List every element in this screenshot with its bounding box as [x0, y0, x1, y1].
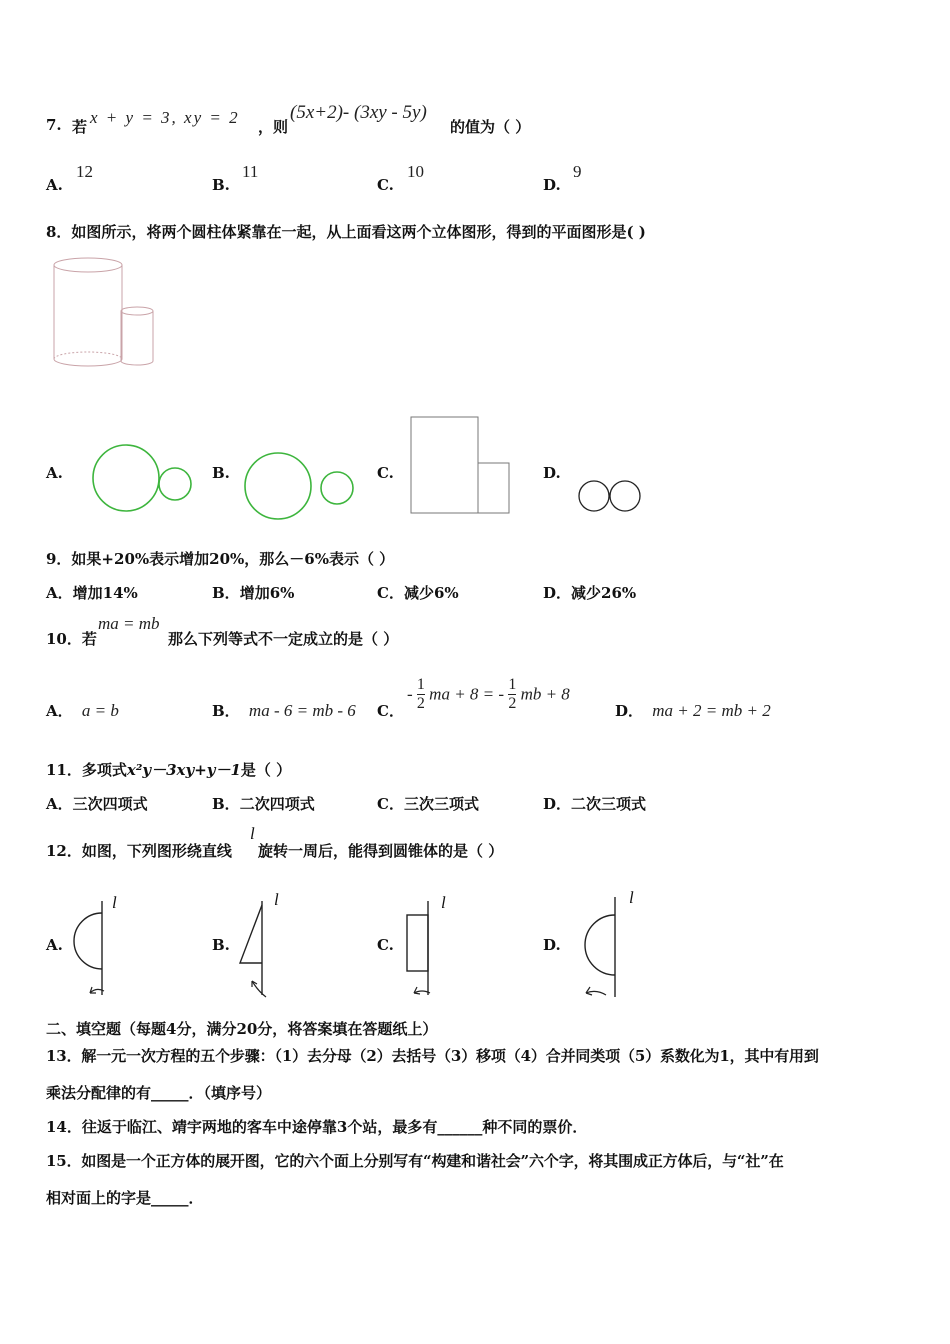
- q9-option-b-label: B．: [212, 584, 240, 602]
- two-cylinders-figure: [50, 255, 160, 370]
- q7-option-b-value: 11: [242, 162, 259, 181]
- q9-option-c-label: C．: [377, 584, 404, 602]
- q10-c-fraction-1: [417, 676, 425, 713]
- q11-suffix: 是（ ）: [240, 761, 292, 779]
- q9-option-d-text: 减少26%: [571, 584, 637, 602]
- q11-option-c-text: 三次三项式: [403, 795, 479, 813]
- q11-option-d[interactable]: [543, 793, 646, 814]
- q13-line-2: 乘法分配律的有_____．（填序号）: [46, 1084, 272, 1102]
- q7-expression: (5x+2)- (3xy - 5y): [290, 102, 427, 123]
- q10-c-den2: 2: [508, 695, 517, 712]
- q11-option-a-text: 三次四项式: [72, 795, 148, 813]
- q11-option-c[interactable]: [377, 793, 479, 814]
- q8-text: 8．如图所示，将两个圆柱体紧靠在一起，从上面看这两个立体图形，得到的平面图形是( ): [46, 223, 646, 241]
- q10-c-den1: 2: [416, 695, 425, 712]
- q13-line-1: 13．解一元一次方程的五个步骤：（1）去分母（2）去括号（3）移项（4）合并同类项（5）系数化为1，其中有用到: [46, 1047, 819, 1065]
- q7-option-c-label: C.: [377, 176, 394, 194]
- q10-suffix: 那么下列等式不一定成立的是（ ）: [168, 630, 399, 648]
- q7-option-b-label: B.: [212, 176, 230, 194]
- q9-option-c[interactable]: [377, 582, 459, 603]
- q10-c-num1: 1: [416, 676, 425, 693]
- q9-option-a[interactable]: [46, 582, 138, 603]
- q12-option-d-figure[interactable]: [566, 893, 636, 1003]
- q10-number: 10．若: [46, 630, 97, 648]
- q11-option-d-text: 二次三项式: [571, 795, 647, 813]
- q9-option-c-text: 减少6%: [403, 584, 459, 602]
- q8-option-d-label[interactable]: D.: [543, 464, 561, 482]
- q12-suffix: 旋转一周后，能得到圆锥体的是（ ）: [258, 842, 504, 860]
- q8-option-b-label[interactable]: B.: [212, 464, 230, 482]
- q12-option-a-label[interactable]: A.: [46, 936, 63, 954]
- q10-option-c-label: C．: [377, 702, 404, 720]
- q7-suffix: 的值为（ ）: [450, 118, 531, 136]
- q10-option-a-label: A．: [46, 702, 73, 720]
- q8-option-b-figure[interactable]: [242, 450, 362, 524]
- q10-option-b[interactable]: [212, 700, 356, 721]
- q10-option-a-math: a = b: [81, 701, 119, 720]
- q15-line-2: 相对面上的字是_____．: [46, 1189, 204, 1207]
- q7-option-a-label: A.: [46, 176, 63, 194]
- q10-c-middle: ma + 8 = -: [429, 684, 505, 704]
- q7-option-d-label: D.: [543, 176, 561, 194]
- q12-option-d-label[interactable]: D.: [543, 936, 561, 954]
- q12-option-c-figure[interactable]: [400, 895, 460, 1003]
- q10-c-post: mb + 8: [520, 684, 570, 704]
- q10-c-num2: 1: [508, 676, 517, 693]
- q10-c-minus: -: [407, 684, 413, 704]
- q12-option-c-axis-label: l: [441, 893, 446, 912]
- q10-option-d[interactable]: [615, 700, 771, 721]
- q10-option-b-math: ma - 6 = mb - 6: [248, 701, 356, 720]
- q12-option-b-label[interactable]: B.: [212, 936, 230, 954]
- q9-option-a-label: A．: [46, 584, 73, 602]
- q11-option-a[interactable]: [46, 793, 148, 814]
- q12-line-symbol: l: [250, 824, 255, 843]
- q12-prefix: 12．如图，下列图形绕直线: [46, 842, 232, 860]
- q12-option-c-label[interactable]: C.: [377, 936, 394, 954]
- q10-option-b-label: B．: [212, 702, 240, 720]
- q10-condition: ma = mb: [98, 614, 160, 633]
- q8-option-a-figure[interactable]: [90, 442, 200, 516]
- q8-option-c-figure[interactable]: [408, 414, 512, 516]
- q7-number: 7.: [46, 116, 62, 134]
- q11-line: [46, 759, 291, 780]
- q14-text: 14．往返于临江、靖宇两地的客车中途停靠3个站，最多有______种不同的票价．: [46, 1118, 588, 1136]
- q11-option-a-label: A．: [46, 795, 73, 813]
- q8-option-c-label[interactable]: C.: [377, 464, 394, 482]
- q10-option-d-math: ma + 2 = mb + 2: [652, 701, 771, 720]
- q11-option-d-label: D．: [543, 795, 572, 813]
- q8-option-a-label[interactable]: A.: [46, 464, 63, 482]
- q12-option-b-figure[interactable]: [236, 895, 296, 1003]
- q11-option-b-text: 二次四项式: [239, 795, 315, 813]
- q7-then: ，则: [258, 118, 289, 136]
- q11-prefix: 11．多项式: [46, 761, 127, 779]
- q9-option-a-text: 增加14%: [72, 584, 138, 602]
- q9-option-b[interactable]: [212, 582, 294, 603]
- q11-option-b[interactable]: [212, 793, 315, 814]
- q12-option-b-axis-label: l: [274, 890, 279, 909]
- section-2-heading: 二、填空题（每题4分，满分20分，将答案填在答题纸上）: [46, 1020, 438, 1038]
- q10-c-fraction-2: [508, 676, 516, 713]
- q12-option-a-figure[interactable]: [70, 895, 130, 1003]
- q7-option-a-value: 12: [76, 162, 93, 181]
- q8-option-d-figure[interactable]: [576, 478, 646, 514]
- q9-option-d[interactable]: [543, 582, 636, 603]
- q12-option-a-axis-label: l: [112, 893, 117, 912]
- q9-option-b-text: 增加6%: [239, 584, 295, 602]
- q7-option-c-value: 10: [407, 162, 424, 181]
- q9-option-d-label: D．: [543, 584, 572, 602]
- q10-option-c-math: [407, 676, 570, 713]
- q11-polynomial: x²y－3xy+y－1: [126, 761, 241, 779]
- q12-option-d-axis-label: l: [629, 888, 634, 907]
- q11-option-c-label: C．: [377, 795, 404, 813]
- q9-text: 9．如果+20%表示增加20%，那么－6%表示（ ）: [46, 550, 395, 568]
- q7-option-d-value: 9: [573, 162, 582, 181]
- q11-option-b-label: B．: [212, 795, 240, 813]
- q15-line-1: 15．如图是一个正方体的展开图，它的六个面上分别写有“构建和谐社会”六个字，将其围成正方体后，与“社”在: [46, 1152, 784, 1170]
- q7-condition: x + y = 3, xy = 2: [90, 108, 240, 127]
- q7-prefix: 若: [72, 118, 88, 136]
- q10-option-a[interactable]: [46, 700, 119, 721]
- q10-option-d-label: D．: [615, 702, 644, 720]
